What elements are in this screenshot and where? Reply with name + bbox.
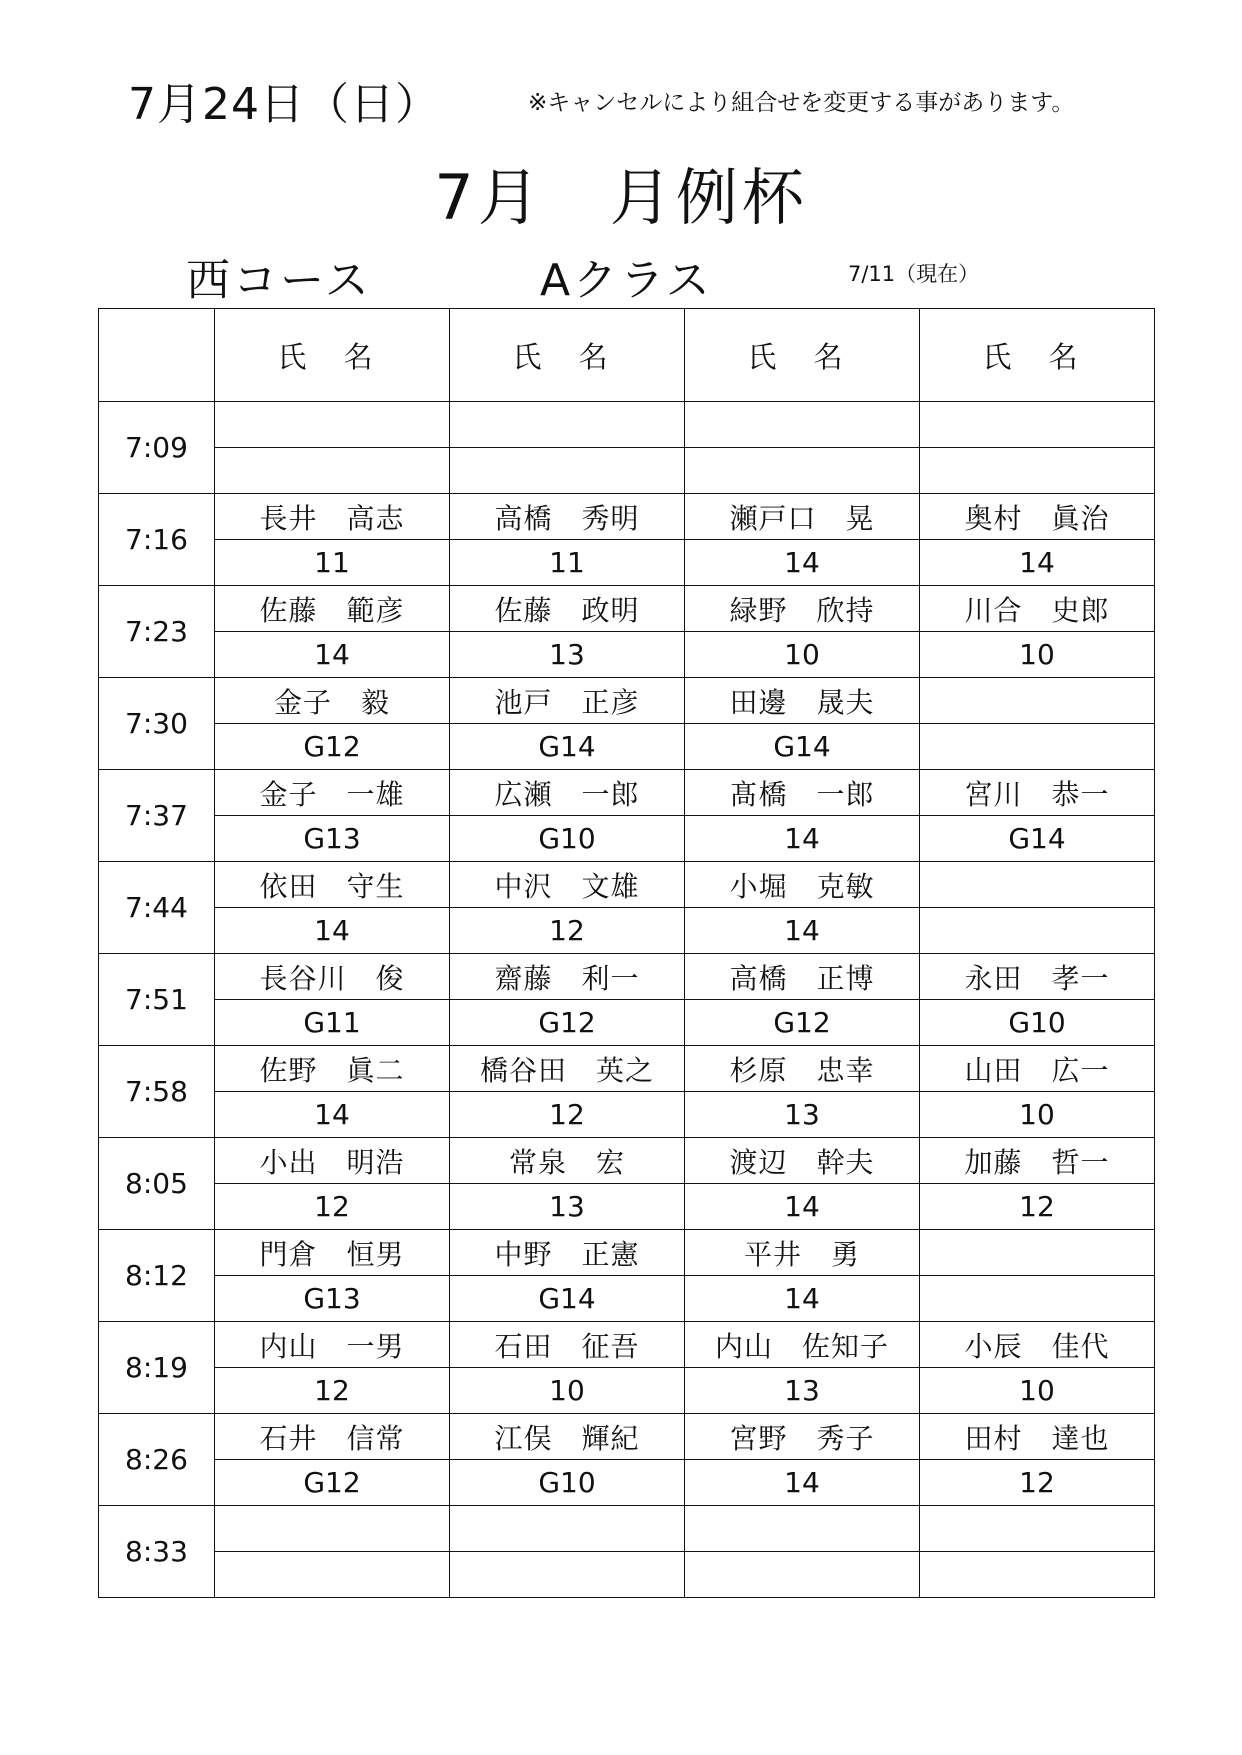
player-name: 山田 広一: [920, 1046, 1155, 1092]
player-handicap: [920, 448, 1155, 494]
tee-time: 7:58: [99, 1046, 215, 1138]
player-handicap: 12: [215, 1368, 450, 1414]
class-name: Aクラス: [540, 255, 713, 306]
tee-time: 7:44: [99, 862, 215, 954]
name-column-header: 氏 名: [685, 309, 920, 402]
table-row: [99, 1138, 1155, 1184]
player-handicap: 14: [215, 908, 450, 954]
player-handicap: 14: [920, 540, 1155, 586]
player-handicap: G14: [450, 724, 685, 770]
tee-time: 7:23: [99, 586, 215, 678]
player-name: 江俣 輝紀: [450, 1414, 685, 1460]
time-column-header: [99, 309, 215, 402]
player-name: [450, 1506, 685, 1552]
player-name: 長井 高志: [215, 494, 450, 540]
player-handicap: 14: [215, 632, 450, 678]
player-handicap: 10: [920, 632, 1155, 678]
tee-time: 8:33: [99, 1506, 215, 1598]
player-name: 池戸 正彦: [450, 678, 685, 724]
player-handicap: 13: [450, 632, 685, 678]
player-name: 渡辺 幹夫: [685, 1138, 920, 1184]
player-name: 髙橋 一郎: [685, 770, 920, 816]
player-handicap: 10: [920, 1368, 1155, 1414]
player-handicap: [685, 1552, 920, 1598]
table-row-handicap: [99, 816, 1155, 862]
player-handicap: 13: [685, 1092, 920, 1138]
player-handicap: [920, 724, 1155, 770]
table-row: [99, 954, 1155, 1000]
table-row: [99, 770, 1155, 816]
player-handicap: 12: [450, 1092, 685, 1138]
page-title: 7月 月例杯: [434, 161, 808, 234]
player-handicap: [685, 448, 920, 494]
table-row: [99, 1046, 1155, 1092]
player-handicap: [920, 908, 1155, 954]
player-name: [920, 1230, 1155, 1276]
player-name: 瀬戸口 晃: [685, 494, 920, 540]
player-handicap: 10: [450, 1368, 685, 1414]
as-of-date: 7/11（現在）: [848, 262, 980, 286]
player-name: [920, 862, 1155, 908]
table-row-handicap: [99, 1276, 1155, 1322]
player-name: 門倉 恒男: [215, 1230, 450, 1276]
tee-time: 7:30: [99, 678, 215, 770]
player-handicap: 12: [450, 908, 685, 954]
table-header-row: [99, 309, 1155, 402]
player-name: 佐藤 政明: [450, 586, 685, 632]
table-row: [99, 862, 1155, 908]
table-row-handicap: [99, 724, 1155, 770]
player-handicap: G11: [215, 1000, 450, 1046]
player-handicap: 12: [920, 1460, 1155, 1506]
player-handicap: G10: [450, 816, 685, 862]
table-row-handicap: [99, 1460, 1155, 1506]
table-row: [99, 586, 1155, 632]
name-column-header: 氏 名: [920, 309, 1155, 402]
player-name: 中野 正憲: [450, 1230, 685, 1276]
player-name: 宮野 秀子: [685, 1414, 920, 1460]
player-handicap: G12: [215, 724, 450, 770]
player-name: 小出 明浩: [215, 1138, 450, 1184]
table-row-handicap: [99, 632, 1155, 678]
player-name: [215, 1506, 450, 1552]
player-name: 石田 征吾: [450, 1322, 685, 1368]
tee-time: 7:51: [99, 954, 215, 1046]
player-name: 内山 佐知子: [685, 1322, 920, 1368]
player-handicap: G14: [685, 724, 920, 770]
player-name: 広瀬 一郎: [450, 770, 685, 816]
player-name: 金子 毅: [215, 678, 450, 724]
player-handicap: G12: [215, 1460, 450, 1506]
player-name: 内山 一男: [215, 1322, 450, 1368]
tee-time: 8:05: [99, 1138, 215, 1230]
player-handicap: 14: [685, 1276, 920, 1322]
tee-time-rows: [99, 402, 1155, 1598]
tee-time-table: [98, 308, 1155, 1598]
tee-time: 7:16: [99, 494, 215, 586]
player-name: 奥村 眞治: [920, 494, 1155, 540]
player-handicap: G14: [450, 1276, 685, 1322]
player-handicap: 14: [215, 1092, 450, 1138]
player-name: 中沢 文雄: [450, 862, 685, 908]
player-name: 金子 一雄: [215, 770, 450, 816]
player-handicap: G12: [685, 1000, 920, 1046]
player-name: 加藤 哲一: [920, 1138, 1155, 1184]
player-name: 平井 勇: [685, 1230, 920, 1276]
table-row: [99, 1506, 1155, 1552]
player-handicap: 12: [215, 1184, 450, 1230]
table-row: [99, 494, 1155, 540]
table-row: [99, 1322, 1155, 1368]
player-name: [685, 1506, 920, 1552]
player-handicap: 14: [685, 816, 920, 862]
player-handicap: 10: [685, 632, 920, 678]
player-handicap: G12: [450, 1000, 685, 1046]
player-name: 緑野 欣持: [685, 586, 920, 632]
player-name: [920, 678, 1155, 724]
player-name: 杉原 忠幸: [685, 1046, 920, 1092]
player-name: 長谷川 俊: [215, 954, 450, 1000]
table-row: [99, 1230, 1155, 1276]
player-name: 佐藤 範彦: [215, 586, 450, 632]
player-name: 小辰 佳代: [920, 1322, 1155, 1368]
table-row-handicap: [99, 1368, 1155, 1414]
player-handicap: G14: [920, 816, 1155, 862]
player-name: 川合 史郎: [920, 586, 1155, 632]
player-handicap: 14: [685, 1460, 920, 1506]
player-handicap: 14: [685, 908, 920, 954]
player-handicap: G10: [450, 1460, 685, 1506]
table-row: [99, 1414, 1155, 1460]
table-row: [99, 402, 1155, 448]
tee-time: 7:09: [99, 402, 215, 494]
table-row-handicap: [99, 1184, 1155, 1230]
player-name: 佐野 眞二: [215, 1046, 450, 1092]
event-date: 7月24日（日）: [128, 79, 440, 130]
player-name: 石井 信常: [215, 1414, 450, 1460]
player-handicap: 13: [450, 1184, 685, 1230]
player-handicap: G10: [920, 1000, 1155, 1046]
player-name: [920, 402, 1155, 448]
player-handicap: 11: [450, 540, 685, 586]
player-handicap: 14: [685, 540, 920, 586]
table-row-handicap: [99, 448, 1155, 494]
player-handicap: [215, 1552, 450, 1598]
player-name: 齋藤 利一: [450, 954, 685, 1000]
player-name: 田村 達也: [920, 1414, 1155, 1460]
tee-time: 8:19: [99, 1322, 215, 1414]
table-row-handicap: [99, 1000, 1155, 1046]
player-name: 橋谷田 英之: [450, 1046, 685, 1092]
name-column-header: 氏 名: [215, 309, 450, 402]
player-handicap: G13: [215, 1276, 450, 1322]
table-row-handicap: [99, 540, 1155, 586]
player-name: [215, 402, 450, 448]
player-handicap: [450, 448, 685, 494]
table-row-handicap: [99, 1552, 1155, 1598]
player-name: 小堀 克敏: [685, 862, 920, 908]
cancellation-notice: ※キャンセルにより組合せを変更する事があります。: [528, 90, 1075, 116]
player-name: 永田 孝一: [920, 954, 1155, 1000]
player-handicap: G13: [215, 816, 450, 862]
player-handicap: 11: [215, 540, 450, 586]
tee-time: 8:12: [99, 1230, 215, 1322]
player-handicap: [920, 1276, 1155, 1322]
player-name: [685, 402, 920, 448]
player-name: 依田 守生: [215, 862, 450, 908]
course-name: 西コース: [186, 255, 372, 306]
player-handicap: [215, 448, 450, 494]
player-name: 宮川 恭一: [920, 770, 1155, 816]
player-handicap: 14: [685, 1184, 920, 1230]
player-handicap: 12: [920, 1184, 1155, 1230]
player-handicap: 10: [920, 1092, 1155, 1138]
tee-time: 8:26: [99, 1414, 215, 1506]
player-handicap: [450, 1552, 685, 1598]
table-row-handicap: [99, 1092, 1155, 1138]
name-column-header: 氏 名: [450, 309, 685, 402]
table-row-handicap: [99, 908, 1155, 954]
player-name: 高橋 正博: [685, 954, 920, 1000]
player-name: 田邊 晟夫: [685, 678, 920, 724]
player-name: [450, 402, 685, 448]
player-name: 高橋 秀明: [450, 494, 685, 540]
player-name: [920, 1506, 1155, 1552]
player-name: 常泉 宏: [450, 1138, 685, 1184]
table-row: [99, 678, 1155, 724]
player-handicap: [920, 1552, 1155, 1598]
player-handicap: 13: [685, 1368, 920, 1414]
tee-time: 7:37: [99, 770, 215, 862]
